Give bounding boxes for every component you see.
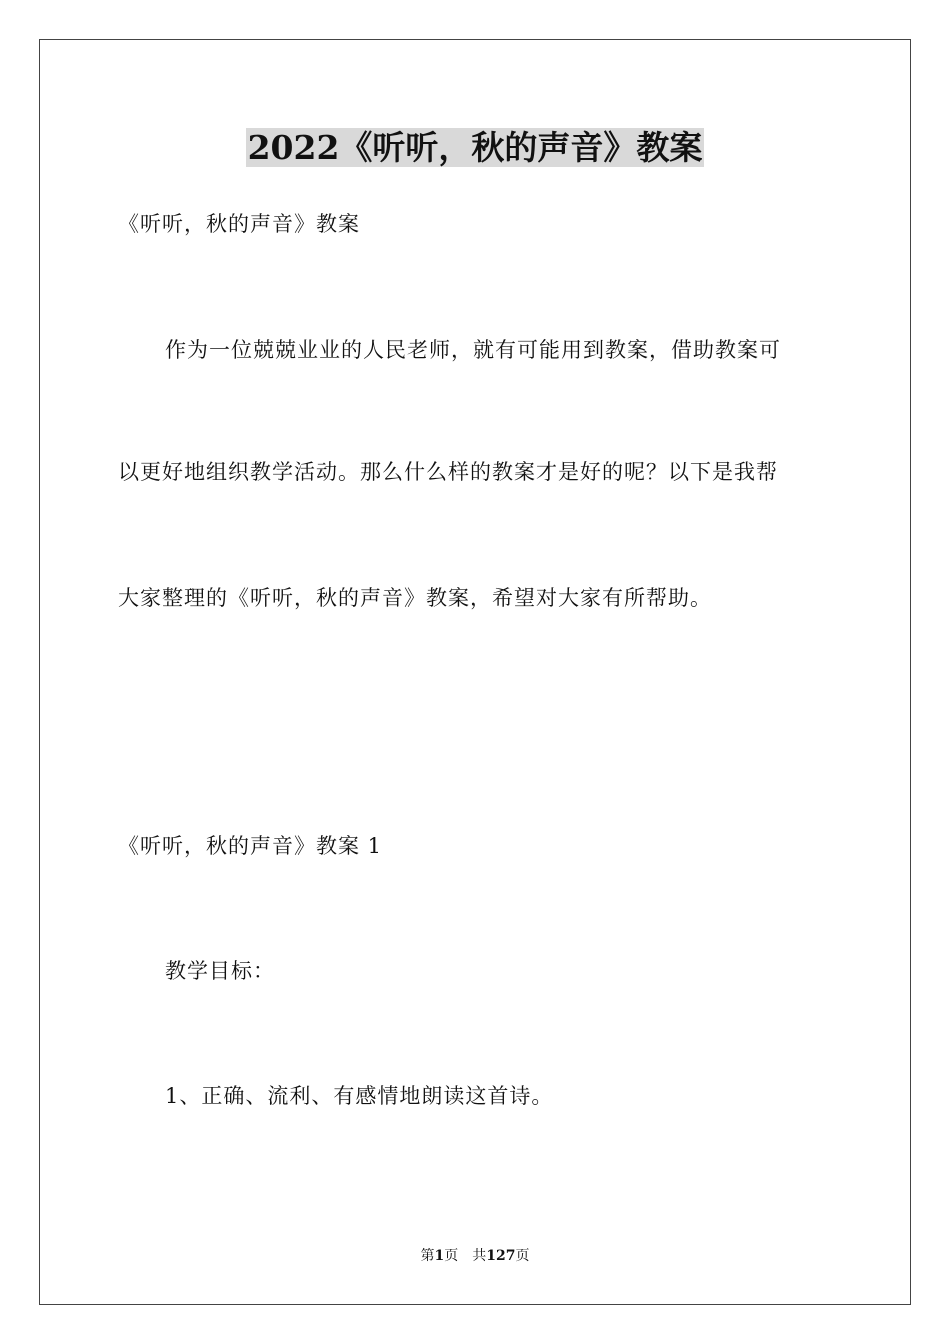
- document-subtitle: 《听听，秋的声音》教案: [118, 212, 360, 236]
- footer-page-total: 127: [486, 1248, 516, 1264]
- intro-line-1: 作为一位兢兢业业的人民老师，就有可能用到教案，借助教案可: [165, 338, 781, 362]
- objective-item-1: 1、正确、流利、有感情地朗读这首诗。: [165, 1084, 554, 1108]
- objectives-heading: 教学目标：: [165, 959, 275, 983]
- page-footer: [0, 1247, 950, 1265]
- footer-page-current: 1: [434, 1248, 445, 1264]
- intro-line-3: 大家整理的《听听，秋的声音》教案，希望对大家有所帮助。: [118, 586, 712, 610]
- section-title: 《听听，秋的声音》教案 1: [118, 834, 383, 858]
- footer-page-prefix: 第: [420, 1248, 435, 1264]
- footer-page-mid: 页 共: [444, 1248, 487, 1264]
- intro-line-2: 以更好地组织教学活动。那么什么样的教案才是好的呢？以下是我帮: [118, 460, 778, 484]
- footer-page-suffix: 页: [515, 1248, 530, 1264]
- document-title-text: 2022《听听，秋的声音》教案: [247, 128, 703, 167]
- document-title: [0, 126, 950, 170]
